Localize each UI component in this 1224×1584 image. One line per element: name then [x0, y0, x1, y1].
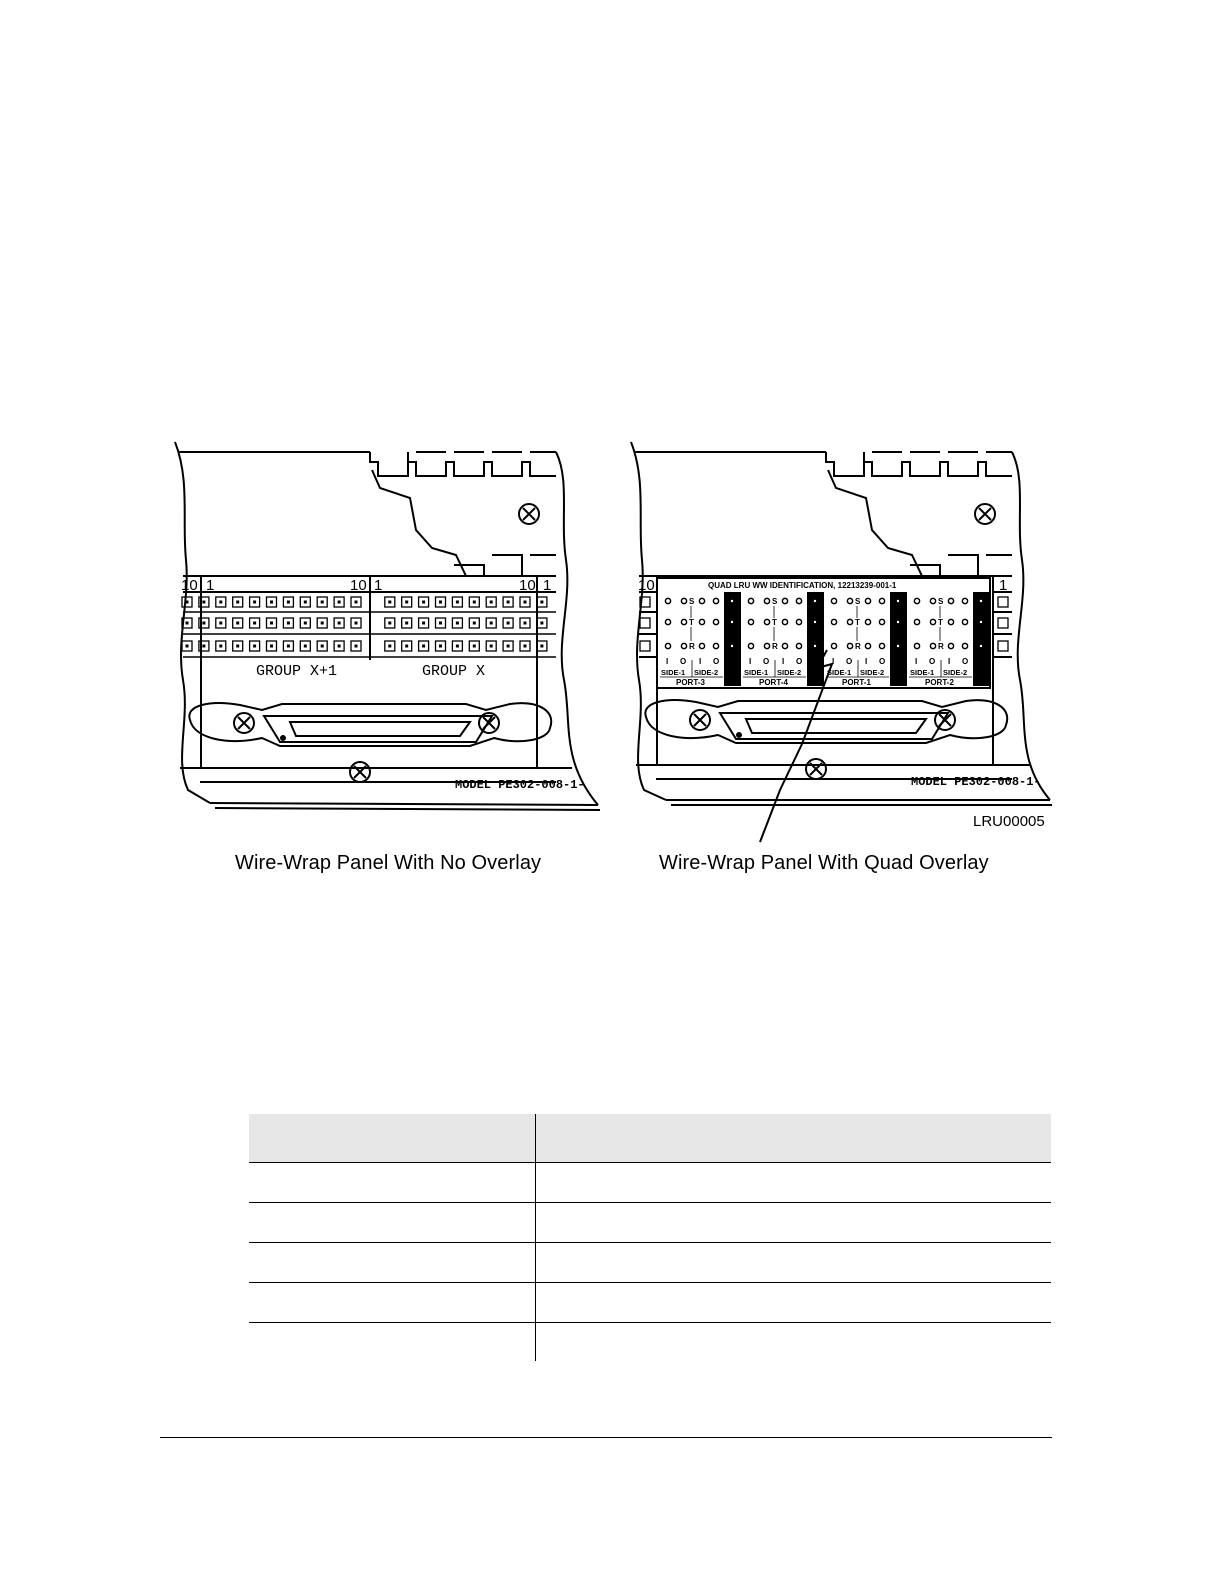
pin-center	[270, 622, 273, 625]
table-cell	[249, 1243, 535, 1282]
pin-center	[473, 622, 476, 625]
overlay-circle	[930, 643, 935, 648]
pin-center	[253, 622, 256, 625]
pin-center	[338, 622, 341, 625]
table-header-cell	[536, 1114, 1052, 1162]
overlay-side-label: SIDE-2	[943, 668, 968, 677]
overlay-circle	[847, 643, 852, 648]
table-cell	[536, 1163, 1052, 1202]
overlay-circle	[865, 598, 870, 603]
table-cell	[249, 1163, 535, 1202]
pin-center	[304, 622, 307, 625]
overlay-circle	[948, 643, 953, 648]
overlay-row-letter: R	[772, 642, 778, 651]
overlay-circle	[962, 619, 967, 624]
overlay-circle	[764, 643, 769, 648]
right-channel-number: 10	[638, 577, 655, 594]
pin-center	[321, 601, 324, 604]
table-cell	[536, 1203, 1052, 1242]
overlay-io-letter: O	[763, 657, 770, 666]
pin-center	[388, 601, 391, 604]
overlay-bar-dot	[814, 645, 816, 647]
pin-center	[202, 622, 205, 625]
pin-center	[186, 601, 189, 604]
overlay-bar-dot	[897, 645, 899, 647]
table-row	[249, 1282, 1051, 1322]
overlay-circle	[748, 598, 753, 603]
pin-center	[422, 645, 425, 648]
pin-center	[236, 645, 239, 648]
pin-center	[540, 601, 543, 604]
overlay-circle	[665, 598, 670, 603]
overlay-io-letter: O	[962, 657, 969, 666]
overlay-bar-dot	[731, 600, 733, 602]
pin-center	[524, 622, 527, 625]
pin-center	[219, 645, 222, 648]
overlay-bar-dot	[980, 645, 982, 647]
overlay-circle	[748, 643, 753, 648]
caption-left: Wire-Wrap Panel With No Overlay	[235, 852, 542, 874]
overlay-circle	[665, 643, 670, 648]
pin-center	[490, 601, 493, 604]
right-channel-number: 1	[999, 577, 1008, 594]
overlay-circle	[948, 619, 953, 624]
left-channel-number: 1	[206, 577, 215, 594]
pin-center	[287, 622, 290, 625]
overlay-io-letter: I	[915, 657, 918, 666]
overlay-row-letter: R	[938, 642, 944, 651]
overlay-bar-dot	[897, 600, 899, 602]
overlay-circle	[681, 643, 686, 648]
pin-center	[524, 645, 527, 648]
overlay-row-letter: T	[855, 618, 860, 627]
overlay-circle	[865, 619, 870, 624]
overlay-circle	[764, 598, 769, 603]
overlay-circle	[681, 619, 686, 624]
pin-center	[253, 601, 256, 604]
overlay-circle	[962, 643, 967, 648]
pin-center	[388, 622, 391, 625]
overlay-circle	[782, 619, 787, 624]
pin-center	[321, 622, 324, 625]
overlay-row-letter: R	[689, 642, 695, 651]
overlay-circle	[847, 619, 852, 624]
overlay-circle	[930, 619, 935, 624]
table-cell	[249, 1323, 535, 1361]
overlay-side-label: SIDE-1	[910, 668, 935, 677]
overlay-circle	[879, 643, 884, 648]
pin-center	[338, 601, 341, 604]
overlay-circle	[831, 598, 836, 603]
pin-center	[405, 645, 408, 648]
overlay-io-letter: I	[948, 657, 951, 666]
pin-box	[640, 641, 650, 651]
pin-center	[490, 645, 493, 648]
overlay-circle	[879, 619, 884, 624]
overlay-port-label: PORT-4	[759, 678, 788, 687]
pin-center	[202, 601, 205, 604]
overlay-io-letter: I	[782, 657, 785, 666]
pin-box	[640, 618, 650, 628]
pin-center	[439, 645, 442, 648]
pin-center	[236, 622, 239, 625]
overlay-circle	[914, 598, 919, 603]
table-cell	[249, 1283, 535, 1322]
overlay-circle	[796, 643, 801, 648]
footer-rule	[160, 1437, 1052, 1438]
pin-center	[202, 645, 205, 648]
pin-center	[355, 645, 358, 648]
overlay-circle	[713, 643, 718, 648]
overlay-bar-dot	[980, 621, 982, 623]
overlay-row-letter: S	[855, 597, 861, 606]
pin-center	[422, 622, 425, 625]
overlay-circle	[665, 619, 670, 624]
overlay-row-letter: S	[938, 597, 944, 606]
pin-center	[236, 601, 239, 604]
table-row	[249, 1322, 1051, 1361]
group-label: GROUP X	[422, 663, 486, 680]
table-cell	[536, 1243, 1052, 1282]
table-cell	[536, 1323, 1052, 1361]
overlay-port-label: PORT-2	[925, 678, 954, 687]
pin-center	[439, 601, 442, 604]
overlay-row-letter: R	[855, 642, 861, 651]
overlay-circle	[962, 598, 967, 603]
pin-center	[524, 601, 527, 604]
pin-center	[355, 601, 358, 604]
pin-center	[456, 645, 459, 648]
overlay-bar-dot	[814, 621, 816, 623]
overlay-io-letter: O	[846, 657, 853, 666]
overlay-circle	[713, 619, 718, 624]
pin-center	[219, 622, 222, 625]
overlay-io-letter: I	[832, 657, 835, 666]
pin-box	[998, 618, 1008, 628]
pin-center	[287, 645, 290, 648]
overlay-io-letter: I	[699, 657, 702, 666]
overlay-title: QUAD LRU WW IDENTIFICATION, 12213239-001-1	[708, 581, 897, 590]
overlay-io-letter: O	[713, 657, 720, 666]
overlay-port-label: PORT-1	[842, 678, 871, 687]
overlay-row-letter: S	[772, 597, 778, 606]
pin-center	[490, 622, 493, 625]
overlay-circle	[713, 598, 718, 603]
overlay-bar-dot	[731, 645, 733, 647]
table-header	[249, 1114, 1051, 1162]
pin-center	[456, 601, 459, 604]
overlay-side-label: SIDE-2	[777, 668, 802, 677]
pin-center	[338, 645, 341, 648]
pin-center	[507, 601, 510, 604]
pin-center	[219, 601, 222, 604]
overlay-io-letter: O	[879, 657, 886, 666]
overlay-row-letter: T	[772, 618, 777, 627]
table-row	[249, 1242, 1051, 1282]
overlay-side-label: SIDE-1	[661, 668, 686, 677]
left-channel-number: 10	[350, 577, 367, 594]
overlay-side-label: SIDE-1	[827, 668, 852, 677]
overlay-circle	[748, 619, 753, 624]
left-pin-boxes	[182, 597, 547, 651]
pin-center	[270, 645, 273, 648]
pin-center	[473, 601, 476, 604]
table-row	[249, 1162, 1051, 1202]
overlay-io-letter: I	[749, 657, 752, 666]
overlay-row-letter: T	[689, 618, 694, 627]
pin-center	[253, 645, 256, 648]
overlay-circle	[796, 598, 801, 603]
pin-center	[287, 601, 290, 604]
overlay-bar-dot	[897, 621, 899, 623]
pin-center	[456, 622, 459, 625]
overlay-io-letter: O	[929, 657, 936, 666]
overlay-side-label: SIDE-2	[694, 668, 719, 677]
pin-center	[355, 622, 358, 625]
table-header-cell	[249, 1114, 535, 1162]
model-label: MODEL PE302-008-1-	[455, 778, 585, 792]
pin-center	[540, 622, 543, 625]
overlay-bar-dot	[731, 621, 733, 623]
overlay-circle	[879, 598, 884, 603]
pin-center	[304, 645, 307, 648]
pin-box	[998, 641, 1008, 651]
overlay-circle	[782, 643, 787, 648]
overlay-io-letter: O	[796, 657, 803, 666]
pin-center	[270, 601, 273, 604]
pin-center	[388, 645, 391, 648]
table-row	[249, 1202, 1051, 1242]
overlay-circle	[831, 619, 836, 624]
pin-center	[422, 601, 425, 604]
overlay-circle	[764, 619, 769, 624]
table-cell	[249, 1203, 535, 1242]
table-cell	[536, 1283, 1052, 1322]
overlay-circle	[699, 643, 704, 648]
overlay-side-label: SIDE-1	[744, 668, 769, 677]
overlay-bar-dot	[980, 600, 982, 602]
overlay-row-letter: T	[938, 618, 943, 627]
overlay-side-label: SIDE-2	[860, 668, 885, 677]
group-label: GROUP X+1	[256, 663, 338, 680]
overlay-port-label: PORT-3	[676, 678, 705, 687]
pin-center	[507, 645, 510, 648]
overlay-row-letter: S	[689, 597, 695, 606]
caption-right: Wire-Wrap Panel With Quad Overlay	[659, 852, 989, 874]
pin-center	[507, 622, 510, 625]
overlay-io-letter: I	[865, 657, 868, 666]
overlay-bar-dot	[814, 600, 816, 602]
left-channel-number: 10	[519, 577, 536, 594]
model-label: MODEL PE302-008-1-	[911, 775, 1041, 789]
overlay-circle	[865, 643, 870, 648]
left-panel-drawing	[175, 442, 600, 810]
pin-center	[405, 622, 408, 625]
left-channel-number: 10	[181, 577, 198, 594]
pin-center	[439, 622, 442, 625]
pin-center	[540, 645, 543, 648]
pin-center	[473, 645, 476, 648]
data-table	[249, 1114, 1051, 1361]
overlay-circle	[914, 643, 919, 648]
overlay-io-letter: I	[666, 657, 669, 666]
overlay-circle	[847, 598, 852, 603]
overlay-circle	[681, 598, 686, 603]
overlay-circle	[782, 598, 787, 603]
overlay-circle	[914, 619, 919, 624]
overlay-circle	[948, 598, 953, 603]
overlay-circle	[831, 643, 836, 648]
overlay-circle	[699, 619, 704, 624]
overlay-circle	[930, 598, 935, 603]
pin-box	[998, 597, 1008, 607]
pin-center	[186, 645, 189, 648]
overlay-circle	[796, 619, 801, 624]
left-channel-number: 1	[543, 577, 552, 594]
overlay-io-letter: O	[680, 657, 687, 666]
pin-center	[304, 601, 307, 604]
figure-id: LRU00005	[973, 813, 1045, 830]
overlay-circle	[699, 598, 704, 603]
left-channel-number: 1	[374, 577, 383, 594]
pin-center	[186, 622, 189, 625]
pin-center	[405, 601, 408, 604]
pin-center	[321, 645, 324, 648]
